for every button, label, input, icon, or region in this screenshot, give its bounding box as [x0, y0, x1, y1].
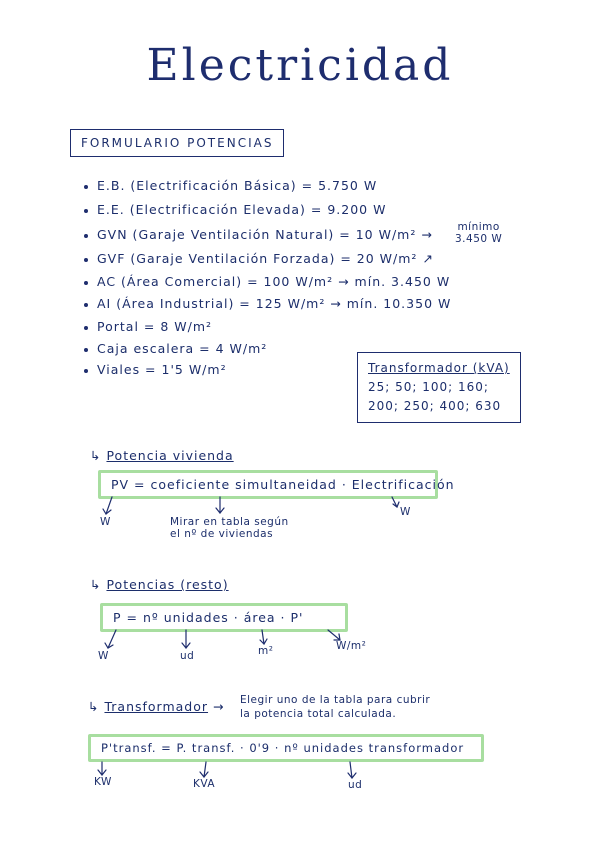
potencia-vivienda-formula: PV = coeficiente simultaneidad · Electrificación	[98, 470, 438, 499]
section-heading-text: Transformador	[104, 699, 209, 714]
list-item-text: Viales = 1'5 W/m²	[97, 362, 227, 377]
arrow-p-wm2	[328, 630, 340, 640]
potencias-resto-formula: P = nº unidades · área · P'	[100, 603, 348, 632]
corner-arrow-icon: ↳	[90, 577, 102, 592]
transformador-table-line1: 25; 50; 100; 160;	[368, 380, 489, 394]
section-heading-text: Potencia vivienda	[106, 448, 234, 463]
transformador-table-heading: Transformador (kVA)	[368, 361, 510, 375]
list-item-text: GVF (Garaje Ventilación Forzada) = 20 W/m² ↗	[97, 251, 434, 266]
corner-arrow-icon: ↳	[88, 699, 100, 714]
list-item-text: AC (Área Comercial) = 100 W/m² → mín. 3.450 W	[97, 274, 451, 289]
unit-label-w: W	[98, 650, 109, 662]
list-item-text: E.E. (Electrificación Elevada) = 9.200 W	[97, 202, 387, 217]
list-item-text: Portal = 8 W/m²	[97, 319, 213, 334]
formulario-heading: FORMULARIO POTENCIAS	[70, 129, 284, 157]
unit-label-m2: m²	[258, 645, 274, 657]
unit-label-ud-transf: ud	[348, 779, 363, 791]
unit-label-wm2: W/m²	[336, 640, 367, 652]
list-item-text: Caja escalera = 4 W/m²	[97, 341, 268, 356]
unit-label-w-left: W	[100, 516, 111, 528]
list-item-text: AI (Área Industrial) = 125 W/m² → mín. 10.350 W	[97, 296, 452, 311]
transformador-formula: P'transf. = P. transf. · 0'9 · nº unidades transformador	[88, 734, 484, 762]
transformador-note-line1: Elegir uno de la tabla para cubrir	[240, 694, 431, 706]
coeficiente-note-line1: Mirar en tabla según	[170, 516, 289, 528]
unit-label-w-right: W	[400, 506, 411, 518]
section-heading-text: Potencias (resto)	[106, 577, 229, 592]
corner-arrow-icon: ↳	[90, 448, 102, 463]
gvn-min-note-line2: 3.450 W	[455, 233, 503, 245]
unit-label-kva: KVA	[193, 778, 216, 790]
transformador-note-line2: la potencia total calculada.	[240, 708, 397, 720]
list-item-text: E.B. (Electrificación Básica) = 5.750 W	[97, 178, 378, 193]
transformador-table-line2: 200; 250; 400; 630	[368, 399, 502, 413]
list-item-text: GVN (Garaje Ventilación Natural) = 10 W/m² →	[97, 227, 433, 242]
page-title: Electricidad	[146, 40, 454, 91]
coeficiente-note-line2: el nº de viviendas	[170, 528, 274, 540]
unit-label-ud: ud	[180, 650, 195, 662]
right-arrow-icon: →	[213, 699, 225, 714]
unit-label-kw: KW	[94, 776, 112, 788]
gvn-min-note-line1: mínimo	[457, 221, 500, 233]
